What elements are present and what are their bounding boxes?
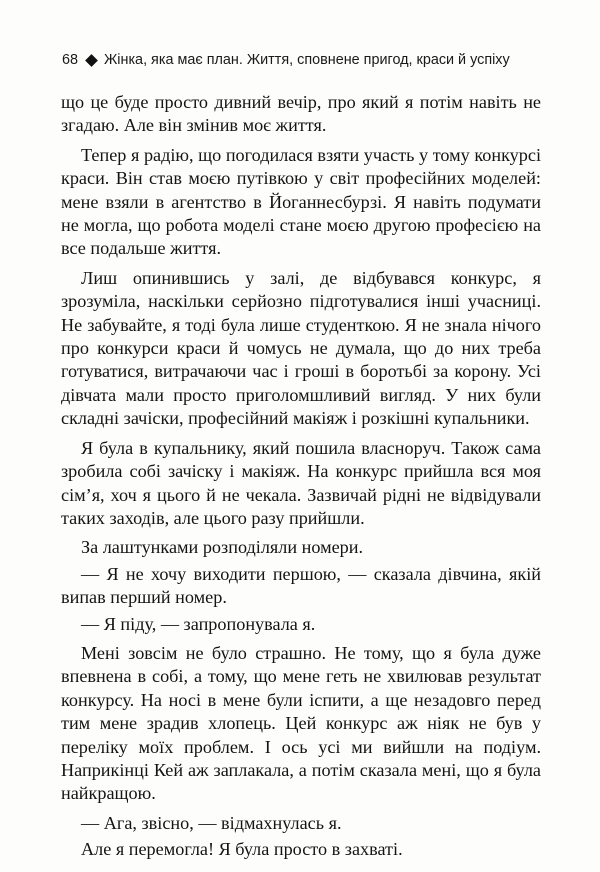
paragraph: Але я перемогла! Я була просто в захваті. [81,839,403,860]
page-number: 68 [62,52,79,68]
paragraph: Я була в купальнику, який пошила власноруч. Також сама зробила собі зачіску і макіяж. На конкурс прийшла вся моя сім’я, хоч я цього й не чекала. Зазвичай рідні не відвідували таких заходів, але цього разу прийшли. [61,437,541,528]
dialogue-line: — Ага, звісно, — відмахнулась я. [81,812,342,833]
book-title: Жінка, яка має план. Життя, сповнене пригод, краси й успіху [104,52,510,68]
paragraph: Лиш опинившись у залі, де відбувався конкурс, я зрозуміла, наскільки серйозно підготувалися інші учасниці. Не забувайте, я тоді була лише студенткою. Я не знала нічого про конкурси краси й чомусь не думала, що до них треба готуватися, витрачаючи час і гроші в боротьбі за корону. Усі дівчата мали просто приголомшливий вигляд. У них були складні зачіски, професійний макіяж і розкішні купальники. [61,267,541,429]
paragraph: Мені зовсім не було страшно. Не тому, що я була дуже впевнена в собі, а тому, що мене геть не хвилював результат конкурсу. На носі в мене були іспити, а ще незадовго перед тим мене зрадив хлопець. Цей конкурс аж ніяк не був у переліку моїх проблем. І ось усі ми вийшли на подіум. Наприкінці Кей аж заплакала, а потім сказала мені, що я була найкращою. [61,642,541,804]
body-text [61,91,541,868]
dialogue-line: — Я піду, — запропонувала я. [81,613,316,634]
diamond-ornament-icon [85,54,98,67]
dialogue-line: — Я не хочу виходити першою, — сказала дівчина, якій випав перший номер. [61,563,541,608]
paragraph: що це буде просто дивний вечір, про який я потім навіть не згадаю. Але він змінив моє життя. [61,92,541,136]
paragraph: Тепер я радію, що погодилася взяти участь у тому конкурсі краси. Він став моєю путівкою у світ професійних моделей: мене взяли в агентство в Йоганнесбурзі. Я навіть подумати не могла, що робота моделі стане моєю другою професією на все подальше життя. [61,144,541,259]
paragraph: За лаштунками розподіляли номери. [81,537,364,558]
running-header [62,49,542,71]
